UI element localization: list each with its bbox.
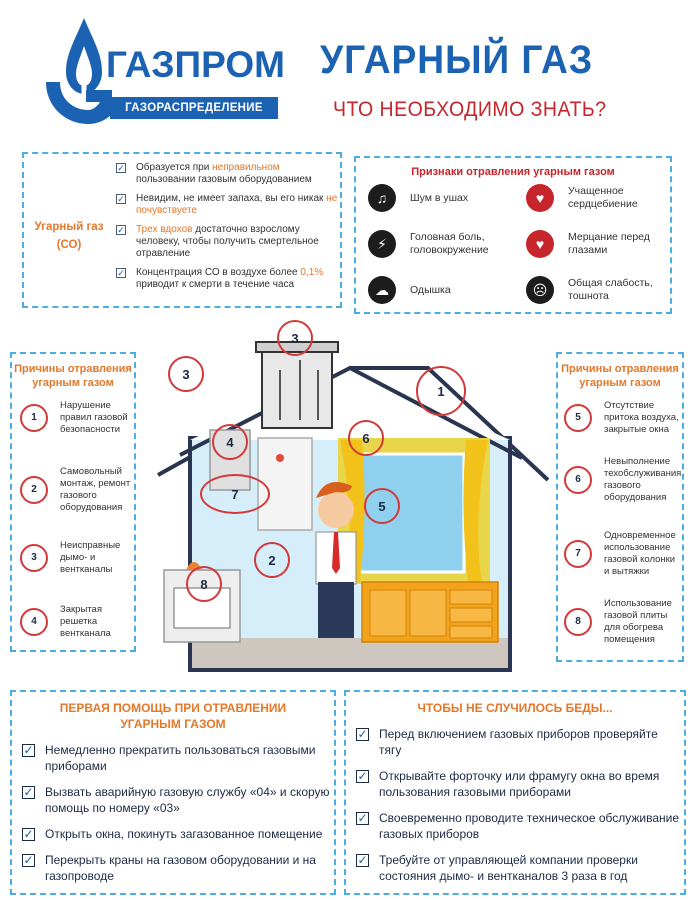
sign-item: ♥ Мерцание перед глазами bbox=[526, 230, 666, 258]
prevention-box bbox=[344, 690, 686, 895]
checkbox-icon: ✓ bbox=[117, 194, 125, 204]
cause-item: 4 Закрытая решетка вентканала bbox=[20, 604, 134, 640]
checkbox-icon: ✓ bbox=[357, 769, 368, 783]
first-aid-item: ✓ Немедленно прекратить пользоваться газовыми приборами bbox=[23, 743, 316, 773]
causes-left-panel bbox=[10, 352, 136, 652]
checkbox-icon: ✓ bbox=[23, 743, 34, 757]
checkbox-icon: ✓ bbox=[23, 827, 34, 841]
causes-right-panel bbox=[556, 352, 684, 662]
logo-wordmark: ГАЗПРОМ bbox=[106, 44, 285, 85]
prevention-title: ЧТОБЫ НЕ СЛУЧИЛОСЬ БЕДЫ... bbox=[417, 701, 613, 715]
house-illustration bbox=[150, 320, 550, 680]
co-fact: ✓ Невидим, не имеет запаха, вы его никак не почувствуете bbox=[117, 193, 338, 216]
sign-item: ☁ Одышка bbox=[368, 276, 451, 304]
page-title: УГАРНЫЙ ГАЗ bbox=[320, 38, 594, 82]
checkbox-icon: ✓ bbox=[23, 785, 34, 799]
sign-item: ♥ Учащенное сердцебиение bbox=[526, 184, 666, 212]
cause-item: 2 Самовольный монтаж, ремонт газового оборудования bbox=[20, 466, 134, 514]
nausea-icon: ☹ bbox=[526, 276, 554, 304]
first-aid-item: ✓ Перекрыть краны на газовом оборудовании и на газопроводе bbox=[23, 853, 316, 883]
heartbeat-icon: ♥ bbox=[526, 184, 554, 212]
cause-item: 3 Неисправные дымо- и вентканалы bbox=[20, 540, 134, 576]
prevention-list bbox=[356, 726, 680, 894]
checkbox-icon: ✓ bbox=[117, 268, 125, 278]
prevention-item: ✓ Требуйте от управляющей компании проверки состояния дымо- и вентканалов 3 раза в год bbox=[357, 853, 638, 883]
house-marker: 2 bbox=[254, 542, 290, 578]
prevention-item: ✓ Своевременно проводите техническое обслуживание газовых приборов bbox=[357, 811, 680, 841]
poisoning-signs-box bbox=[354, 156, 672, 314]
co-fact: ✓ Концентрация СО в воздухе более 0,1% приводит к смерти в течение часа bbox=[117, 267, 324, 290]
checkbox-icon: ✓ bbox=[117, 163, 125, 173]
first-aid-item: ✓ Открыть окна, покинуть загазованное помещение bbox=[23, 827, 323, 841]
checkbox-icon: ✓ bbox=[357, 727, 368, 741]
causes-left-title: Причины отравления угарным газом bbox=[14, 363, 132, 389]
cause-item: 6 Невыполнение техобслуживания газового оборудования bbox=[564, 456, 682, 504]
house-marker: 7 bbox=[200, 474, 270, 514]
house-marker: 6 bbox=[348, 420, 384, 456]
headache-icon: ⚡ bbox=[368, 230, 396, 258]
checkbox-icon: ✓ bbox=[117, 225, 125, 235]
causes-right-title: Причины отравления угарным газом bbox=[561, 363, 679, 389]
house-marker: 4 bbox=[212, 424, 248, 460]
house-marker: 3 bbox=[277, 320, 313, 356]
page-subtitle: ЧТО НЕОБХОДИМО ЗНАТЬ? bbox=[333, 98, 607, 121]
first-aid-box bbox=[10, 690, 336, 895]
flicker-icon: ♥ bbox=[526, 230, 554, 258]
sign-item: ♫ Шум в ушах bbox=[368, 184, 468, 212]
house-marker: 3 bbox=[168, 356, 204, 392]
prevention-item: ✓ Перед включением газовых приборов проверяйте тягу bbox=[357, 727, 658, 757]
house-marker: 1 bbox=[416, 366, 466, 416]
house-marker: 8 bbox=[186, 566, 222, 602]
signs-title: Признаки отравления угарным газом bbox=[411, 166, 615, 178]
co-label: Угарный газ (СО) bbox=[34, 221, 104, 251]
co-fact: ✓ Трех вдохов достаточно взрослому человеку, чтобы получить смертельное отравление bbox=[117, 224, 319, 259]
checkbox-icon: ✓ bbox=[357, 853, 368, 867]
co-facts-box bbox=[22, 152, 342, 308]
cause-item: 5 Отсутствие притока воздуха, закрытые окна bbox=[564, 400, 682, 436]
checkbox-icon: ✓ bbox=[23, 853, 34, 867]
cause-item: 8 Использование газовой плиты для обогрева помещения bbox=[564, 598, 682, 646]
first-aid-title: ПЕРВАЯ ПОМОЩЬ ПРИ ОТРАВЛЕНИИ УГАРНЫМ ГАЗОМ bbox=[59, 701, 287, 731]
gazprom-flame-icon bbox=[26, 12, 116, 132]
cause-item: 1 Нарушение правил газовой безопасности bbox=[20, 400, 134, 436]
breath-icon: ☁ bbox=[368, 276, 396, 304]
house-marker: 5 bbox=[364, 488, 400, 524]
sign-item: ⚡ Головная боль, головокружение bbox=[368, 230, 518, 258]
ear-icon: ♫ bbox=[368, 184, 396, 212]
prevention-item: ✓ Открывайте форточку или фрамугу окна во время пользования газовыми приборами bbox=[357, 769, 660, 799]
co-facts-list bbox=[116, 162, 338, 298]
first-aid-list bbox=[22, 742, 330, 894]
cause-item: 7 Одновременное использование газовой колонки и вытяжки bbox=[564, 530, 682, 578]
sign-item: ☹ Общая слабость, тошнота bbox=[526, 276, 666, 304]
co-fact: ✓ Образуется при неправильном пользовании газовым оборудованием bbox=[117, 162, 312, 185]
first-aid-item: ✓ Вызвать аварийную газовую службу «04» и скорую помощь по номеру «03» bbox=[23, 785, 330, 815]
logo-subtitle: ГАЗОРАСПРЕДЕЛЕНИЕ bbox=[110, 97, 278, 119]
checkbox-icon: ✓ bbox=[357, 811, 368, 825]
gazprom-logo bbox=[26, 12, 285, 132]
